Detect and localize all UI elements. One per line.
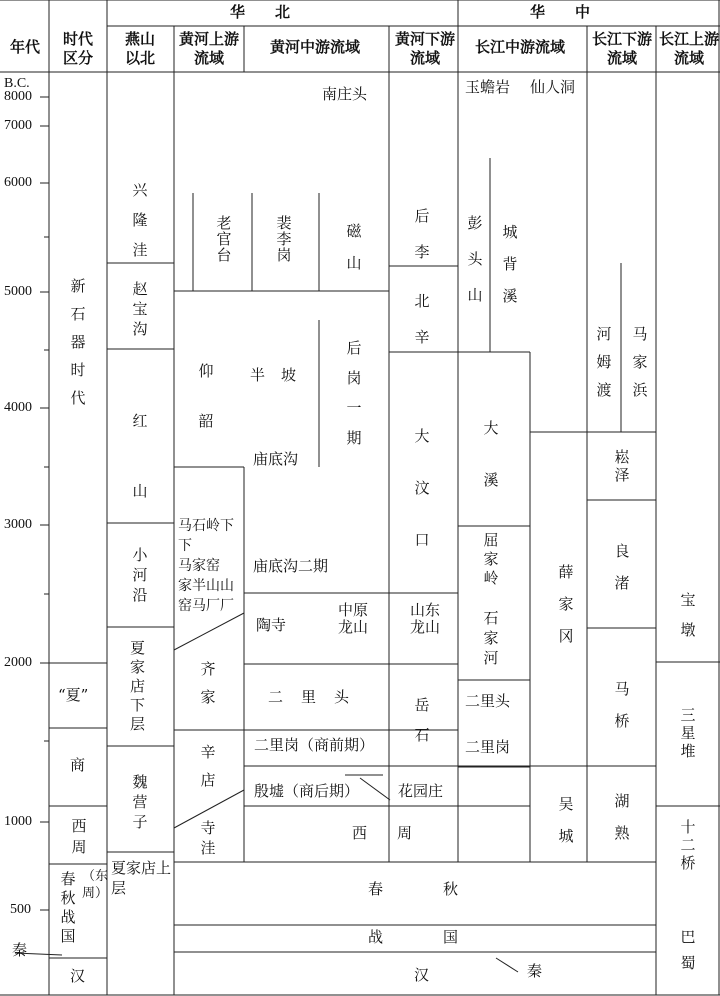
culture-chengbeixi: 城背溪 (502, 223, 518, 305)
culture-miaodigou: 庙底沟 (253, 450, 299, 468)
culture-yangshao: 仰韶 (198, 362, 214, 430)
culture-zhanguo: 战 国 (368, 928, 459, 946)
culture-majiayao: 马家窑 (178, 558, 220, 574)
culture-erligang: 二里岗（商前期） (254, 736, 375, 754)
culture-wucheng: 吴城 (558, 795, 574, 845)
culture-zhaobaogou: 赵宝沟 (132, 280, 148, 338)
tick-1000: 1000 (4, 814, 32, 829)
culture-xuejiagang: 薛家冈 (558, 563, 574, 645)
header-huabei: 华 北 (230, 3, 291, 21)
culture-majiayao-group: 马石岭下下 马家窑 家半山山 窑马厂厂 (178, 518, 234, 614)
era-xia: “夏” (58, 686, 89, 704)
culture-peiligang: 裴李岗 (276, 214, 292, 264)
culture-xizhou: 西 周 (352, 824, 413, 842)
culture-erlitou-cj: 二里头 (465, 692, 511, 710)
era-neolithic: 新石器时代 (70, 277, 86, 407)
header-huanghe-upper: 黄河上游流域 (178, 30, 239, 67)
culture-taosi: 陶寺 (256, 616, 287, 634)
culture-shilingxia: 马石岭下 (178, 518, 234, 534)
culture-yinxu: 殷墟（商后期） (254, 782, 360, 800)
tick-4000: 4000 (4, 400, 32, 415)
culture-hougang: 后岗一期 (346, 339, 362, 447)
culture-sanxingdui: 三星堆 (680, 706, 696, 760)
culture-baodun: 宝墩 (680, 591, 696, 639)
header-changjiang-middle: 长江中游流域 (475, 38, 566, 56)
tick-500: 500 (10, 902, 31, 917)
culture-shierqiao: 十二桥 (680, 818, 696, 872)
culture-beixin: 北辛 (414, 292, 430, 346)
era-han: 汉 (70, 967, 86, 985)
culture-nanzhuangtou: 南庄头 (322, 85, 368, 103)
era-chunqiu: 春秋战国 (60, 870, 76, 945)
culture-banshan: 家半山 (178, 578, 220, 594)
culture-daxi: 大溪 (483, 419, 499, 489)
culture-laoguantai: 老官台 (216, 214, 232, 264)
era-dongzhou: （东周） (82, 869, 109, 901)
culture-liangzhu: 良渚 (614, 542, 630, 592)
culture-han: 汉 (414, 966, 430, 984)
culture-erligang-cj: 二里岗 (465, 738, 511, 756)
tick-3000: 3000 (4, 517, 32, 532)
era-xizhou: 西周 (71, 817, 87, 856)
culture-erlitou: 二里头 (268, 688, 368, 706)
culture-xindian: 辛店 (200, 743, 216, 789)
culture-bashu: 巴蜀 (680, 928, 696, 972)
culture-pengtoushan: 彭头山 (467, 214, 483, 304)
culture-hemudu: 河姆渡 (596, 325, 612, 399)
header-huanghe-lower: 黄河下游流域 (395, 30, 456, 67)
culture-songze: 崧泽 (614, 448, 630, 484)
culture-qin: 秦 (527, 962, 543, 980)
culture-siwa: 寺洼 (200, 819, 216, 857)
header-huazhong: 华 中 (530, 3, 591, 21)
tick-7000: 7000 (4, 118, 32, 133)
culture-yueshi: 岳石 (414, 696, 430, 744)
culture-machang: 窑马厂 (178, 598, 220, 614)
culture-xinglongwa: 兴隆洼 (132, 181, 148, 259)
culture-qijia: 齐家 (200, 660, 216, 706)
culture-hushu: 湖熟 (614, 792, 630, 842)
culture-miaodigou2: 庙底沟二期 (253, 557, 329, 575)
tick-6000: 6000 (4, 175, 32, 190)
culture-yuchanyan: 玉蟾岩 (465, 78, 511, 96)
culture-huayuanzhuang: 花园庄 (398, 782, 444, 800)
culture-xianrendong: 仙人洞 (530, 78, 576, 96)
culture-xiajiadian-upper: 夏家店上层 (111, 859, 172, 897)
era-shang: 商 (70, 756, 86, 774)
header-changjiang-lower: 长江下游流域 (592, 30, 653, 67)
culture-chunqiu: 春 秋 (368, 880, 459, 898)
culture-hongshan: 红山 (132, 412, 148, 500)
header-year: 年代 (10, 38, 41, 56)
culture-weiyingzi: 魏营子 (132, 773, 148, 831)
tick-8000: 8000 (4, 89, 32, 104)
culture-maqiao: 马桥 (614, 680, 630, 730)
era-qin: 秦 (12, 941, 28, 959)
header-huanghe-middle: 黄河中游流域 (270, 38, 361, 56)
tick-5000: 5000 (4, 284, 32, 299)
culture-xiajiadian-lower: 夏家店下层 (130, 639, 146, 733)
culture-xiaoheyan: 小河沿 (132, 546, 148, 604)
culture-zhongyuan-longshan: 中原龙山 (338, 601, 369, 636)
culture-houli: 后李 (414, 207, 430, 261)
culture-shijiahe: 石家河 (483, 609, 499, 667)
header-changjiang-upper: 长江上游流域 (659, 30, 720, 67)
culture-majiabang: 马家浜 (632, 325, 648, 399)
culture-cishan: 磁山 (346, 222, 362, 272)
tick-bc: B.C. (4, 76, 30, 91)
culture-banpo-spaced: 半坡 (250, 366, 313, 384)
culture-shandong-longshan: 山东龙山 (409, 601, 440, 636)
culture-qujialing: 屈家岭 (483, 531, 499, 587)
culture-dawenkou: 大汶口 (414, 427, 430, 549)
header-yanshan: 燕山以北 (124, 30, 155, 67)
tick-2000: 2000 (4, 655, 32, 670)
header-era: 时代区分 (62, 30, 93, 67)
